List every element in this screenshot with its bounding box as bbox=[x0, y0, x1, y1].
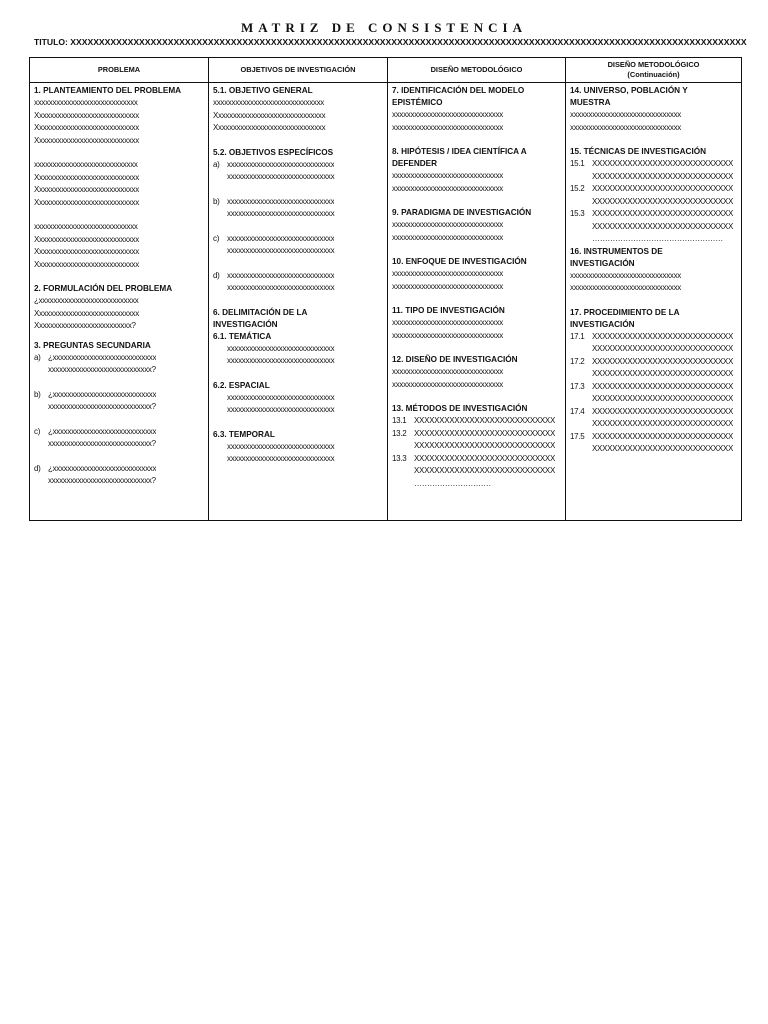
item-label: 13.3 bbox=[392, 453, 407, 463]
question-item bbox=[34, 352, 205, 365]
technique-item bbox=[570, 208, 738, 221]
section-title-tecnicas: 15. TÉCNICAS DE INVESTIGACIÓN bbox=[570, 147, 707, 156]
item-text: xxxxxxxxxxxxxxxxxxxxxxxxxxxxx bbox=[227, 159, 335, 169]
section-title-hipotesis: 8. HIPÓTESIS / IDEA CIENTÍFICA A bbox=[392, 147, 527, 156]
objective-item bbox=[213, 159, 384, 172]
item-label: 17.5 bbox=[570, 431, 585, 441]
item-text: ¿xxxxxxxxxxxxxxxxxxxxxxxxxxxx bbox=[48, 352, 157, 362]
method-item bbox=[392, 453, 562, 466]
section-title-espacial: 6.2. ESPACIAL bbox=[213, 380, 270, 390]
section-title-enfoque: 10. ENFOQUE DE INVESTIGACIÓN bbox=[392, 257, 527, 266]
text-line: xxxxxxxxxxxxxxxxxxxxxxxxxxxxxx bbox=[392, 379, 504, 389]
section-title-preguntas: 3. PREGUNTAS SECUNDARIA bbox=[34, 340, 151, 350]
section-title-instrumentos: 16. INSTRUMENTOS DE bbox=[570, 246, 663, 256]
item-continuation: XXXXXXXXXXXXXXXXXXXXXXXXXXXX bbox=[592, 171, 734, 181]
item-label: 17.3 bbox=[570, 381, 585, 391]
item-label: b) bbox=[34, 389, 41, 399]
item-text: XXXXXXXXXXXXXXXXXXXXXXXXXXXX bbox=[592, 159, 734, 168]
section-title-universo-cont: MUESTRA bbox=[570, 98, 611, 107]
section-title-modelo-epistemico: 7. IDENTIFICACIÓN DEL MODELO bbox=[392, 86, 525, 95]
item-continuation: xxxxxxxxxxxxxxxxxxxxxxxxxxxx? bbox=[48, 365, 156, 374]
column-problema bbox=[30, 58, 208, 520]
column-header-diseno bbox=[388, 58, 565, 83]
item-text: XXXXXXXXXXXXXXXXXXXXXXXXXXXX bbox=[592, 356, 734, 366]
item-text: ¿xxxxxxxxxxxxxxxxxxxxxxxxxxxx bbox=[48, 463, 157, 473]
column-header-label: OBJETIVOS DE INVESTIGACIÓN bbox=[240, 65, 356, 74]
ellipsis-line: ………………………… bbox=[414, 478, 492, 488]
text-line: xxxxxxxxxxxxxxxxxxxxxxxxxxxxxx bbox=[392, 110, 504, 119]
text-line: xxxxxxxxxxxxxxxxxxxxxxxxxxxx bbox=[34, 222, 138, 231]
section-title-universo: 14. UNIVERSO, POBLACIÓN Y bbox=[570, 86, 688, 95]
item-label: 17.2 bbox=[570, 356, 585, 366]
column-header-label: DISEÑO METODOLÓGICO bbox=[430, 65, 523, 74]
text-line: xxxxxxxxxxxxxxxxxxxxxxxxxxxxx bbox=[227, 392, 335, 402]
text-line: Xxxxxxxxxxxxxxxxxxxxxxxxxxxx bbox=[34, 247, 139, 256]
item-continuation: XXXXXXXXXXXXXXXXXXXXXXXXXXXX bbox=[592, 221, 734, 231]
text-line: Xxxxxxxxxxxxxxxxxxxxxxxxxxxx bbox=[34, 197, 139, 207]
text-line: xxxxxxxxxxxxxxxxxxxxxxxxxxxxxx bbox=[392, 269, 504, 278]
item-continuation: XXXXXXXXXXXXXXXXXXXXXXXXXXXX bbox=[592, 196, 734, 206]
column-body-diseno bbox=[388, 83, 565, 490]
section-title-metodos: 13. MÉTODOS DE INVESTIGACIÓN bbox=[392, 404, 528, 413]
item-continuation: xxxxxxxxxxxxxxxxxxxxxxxxxxxxx bbox=[227, 172, 335, 181]
section-title-delimitacion-cont: INVESTIGACIÓN bbox=[213, 319, 278, 329]
section-title-formulacion: 2. FORMULACIÓN DEL PROBLEMA bbox=[34, 284, 173, 293]
section-title-paradigma: 9. PARADIGMA DE INVESTIGACIÓN bbox=[392, 208, 532, 217]
section-title-temporal: 6.3. TEMPORAL bbox=[213, 429, 275, 439]
section-title-modelo-epistemico-cont: EPISTÉMICO bbox=[392, 98, 443, 107]
text-line: Xxxxxxxxxxxxxxxxxxxxxxxxxxxx bbox=[34, 308, 139, 318]
objective-item bbox=[213, 196, 384, 209]
section-title-objetivo-general: 5.1. OBJETIVO GENERAL bbox=[213, 86, 313, 95]
text-line: xxxxxxxxxxxxxxxxxxxxxxxxxxxxxx bbox=[392, 171, 504, 180]
text-line: Xxxxxxxxxxxxxxxxxxxxxxxxxxxx bbox=[34, 259, 139, 269]
text-line: Xxxxxxxxxxxxxxxxxxxxxxxxxxxxxx bbox=[213, 110, 326, 120]
column-header-problema bbox=[30, 58, 208, 83]
text-line: ¿xxxxxxxxxxxxxxxxxxxxxxxxxxx bbox=[34, 296, 139, 305]
item-label: 13.2 bbox=[392, 428, 407, 438]
text-line: xxxxxxxxxxxxxxxxxxxxxxxxxxxxxx bbox=[392, 318, 504, 327]
text-line: xxxxxxxxxxxxxxxxxxxxxxxxxxxxx bbox=[227, 343, 335, 353]
text-line: xxxxxxxxxxxxxxxxxxxxxxxxxxxxxx bbox=[570, 122, 682, 132]
item-label: 13.1 bbox=[392, 416, 407, 425]
text-line: Xxxxxxxxxxxxxxxxxxxxxxxxxxxx bbox=[34, 185, 139, 194]
item-label: a) bbox=[213, 159, 220, 169]
column-header-sublabel: (Continuación) bbox=[627, 70, 680, 79]
item-continuation: XXXXXXXXXXXXXXXXXXXXXXXXXXXX bbox=[592, 394, 734, 403]
text-line: xxxxxxxxxxxxxxxxxxxxxxxxxxxxx bbox=[227, 454, 335, 463]
item-label: d) bbox=[213, 270, 220, 280]
page-title: MATRIZ DE CONSISTENCIA bbox=[240, 20, 527, 35]
section-title-instrumentos-cont: INVESTIGACIÓN bbox=[570, 258, 635, 268]
item-label: 15.2 bbox=[570, 184, 585, 193]
section-title-procedimiento: 17. PROCEDIMIENTO DE LA bbox=[570, 307, 680, 317]
procedure-item bbox=[570, 331, 738, 344]
section-title-delimitacion: 6. DELIMITACIÓN DE LA bbox=[213, 307, 308, 317]
text-line: xxxxxxxxxxxxxxxxxxxxxxxxxxxxxx bbox=[213, 98, 325, 107]
text-line: xxxxxxxxxxxxxxxxxxxxxxxxxxxxxx bbox=[392, 183, 504, 193]
text-line: xxxxxxxxxxxxxxxxxxxxxxxxxxxxxx bbox=[570, 110, 682, 119]
item-label: 17.1 bbox=[570, 331, 585, 341]
item-text: XXXXXXXXXXXXXXXXXXXXXXXXXXXX bbox=[592, 209, 734, 218]
column-body-problema bbox=[30, 83, 208, 488]
item-continuation: xxxxxxxxxxxxxxxxxxxxxxxxxxxxx bbox=[227, 283, 335, 292]
column-header-objetivos bbox=[209, 58, 387, 83]
method-item bbox=[392, 428, 562, 441]
procedure-item bbox=[570, 356, 738, 369]
procedure-item bbox=[570, 431, 738, 444]
item-label: d) bbox=[34, 463, 41, 473]
item-label: c) bbox=[213, 233, 220, 243]
item-text: XXXXXXXXXXXXXXXXXXXXXXXXXXXX bbox=[592, 184, 734, 193]
text-line: xxxxxxxxxxxxxxxxxxxxxxxxxxxxx bbox=[227, 356, 335, 365]
item-continuation: XXXXXXXXXXXXXXXXXXXXXXXXXXXX bbox=[592, 444, 734, 453]
column-objetivos bbox=[208, 58, 387, 520]
item-label: b) bbox=[213, 196, 220, 206]
column-diseno-metodologico bbox=[387, 58, 565, 520]
text-line: Xxxxxxxxxxxxxxxxxxxxxxxxxxxxxx bbox=[213, 123, 326, 132]
column-header-continuacion bbox=[566, 58, 741, 83]
text-line: Xxxxxxxxxxxxxxxxxxxxxxxxxxxx bbox=[34, 172, 139, 182]
text-line: Xxxxxxxxxxxxxxxxxxxxxxxxxxxx bbox=[34, 123, 139, 132]
text-line: xxxxxxxxxxxxxxxxxxxxxxxxxxxx bbox=[34, 98, 138, 107]
text-line: xxxxxxxxxxxxxxxxxxxxxxxxxxxxxx bbox=[570, 283, 682, 292]
section-title-procedimiento-cont: INVESTIGACIÓN bbox=[570, 319, 635, 329]
text-line: xxxxxxxxxxxxxxxxxxxxxxxxxxxxxx bbox=[392, 281, 504, 291]
document-titulo: TITULO: XXXXXXXXXXXXXXXXXXXXXXXXXXXXXXXXXXXXXXXXXXXXXXXXXXXXXXXXXXXXXXXXXXXXXXXXXXXXXXXXXXXXXXXXXXXXXXXXXXXXXXXXXXXXXXXXXXXXXX bbox=[34, 37, 747, 47]
item-continuation: xxxxxxxxxxxxxxxxxxxxxxxxxxxxx bbox=[227, 246, 335, 255]
text-line: xxxxxxxxxxxxxxxxxxxxxxxxxxxxxx bbox=[392, 220, 504, 229]
item-text: XXXXXXXXXXXXXXXXXXXXXXXXXXXX bbox=[592, 381, 734, 391]
technique-item bbox=[570, 183, 738, 196]
item-label: 15.1 bbox=[570, 159, 585, 168]
text-line: xxxxxxxxxxxxxxxxxxxxxxxxxxxxxx bbox=[570, 270, 682, 280]
text-line: xxxxxxxxxxxxxxxxxxxxxxxxxxxxxx bbox=[392, 330, 504, 340]
column-header-label: DISEÑO METODOLÓGICO bbox=[607, 60, 700, 69]
method-item bbox=[392, 415, 562, 428]
text-line: Xxxxxxxxxxxxxxxxxxxxxxxxxxxx bbox=[34, 110, 139, 120]
item-continuation: xxxxxxxxxxxxxxxxxxxxxxxxxxxxx bbox=[227, 209, 335, 218]
consistency-matrix bbox=[29, 57, 742, 521]
item-label: 15.3 bbox=[570, 209, 585, 218]
ellipsis-line: …………………………………………… bbox=[592, 234, 723, 243]
item-text: ¿xxxxxxxxxxxxxxxxxxxxxxxxxxxx bbox=[48, 426, 157, 436]
section-title-hipotesis-cont: DEFENDER bbox=[392, 159, 438, 168]
section-title-tipo: 11. TIPO DE INVESTIGACIÓN bbox=[392, 306, 505, 315]
item-continuation: XXXXXXXXXXXXXXXXXXXXXXXXXXXX bbox=[414, 441, 556, 450]
section-title-tematica: 6.1. TEMÁTICA bbox=[213, 331, 272, 341]
text-line: xxxxxxxxxxxxxxxxxxxxxxxxxxxxxx bbox=[392, 122, 504, 132]
procedure-item bbox=[570, 406, 738, 419]
section-title-objetivos-especificos: 5.2. OBJETIVOS ESPECÍFICOS bbox=[213, 147, 334, 157]
text-line: Xxxxxxxxxxxxxxxxxxxxxxxxxx? bbox=[34, 321, 136, 330]
item-continuation: xxxxxxxxxxxxxxxxxxxxxxxxxxxx? bbox=[48, 402, 156, 411]
procedure-item bbox=[570, 381, 738, 394]
objective-item bbox=[213, 270, 384, 283]
item-continuation: XXXXXXXXXXXXXXXXXXXXXXXXXXXX bbox=[592, 419, 734, 428]
item-text: XXXXXXXXXXXXXXXXXXXXXXXXXXXX bbox=[414, 453, 556, 463]
item-continuation: XXXXXXXXXXXXXXXXXXXXXXXXXXXX bbox=[592, 344, 734, 353]
text-line: xxxxxxxxxxxxxxxxxxxxxxxxxxxx bbox=[34, 160, 138, 169]
item-text: XXXXXXXXXXXXXXXXXXXXXXXXXXXX bbox=[592, 406, 734, 416]
item-label: a) bbox=[34, 352, 41, 362]
text-line: xxxxxxxxxxxxxxxxxxxxxxxxxxxxx bbox=[227, 441, 335, 451]
text-line: xxxxxxxxxxxxxxxxxxxxxxxxxxxxxx bbox=[392, 367, 504, 376]
item-text: xxxxxxxxxxxxxxxxxxxxxxxxxxxxx bbox=[227, 270, 335, 280]
column-body-continuacion bbox=[566, 83, 741, 456]
column-body-objetivos bbox=[209, 83, 387, 466]
question-item bbox=[34, 389, 205, 402]
column-diseno-continuacion bbox=[565, 58, 741, 520]
item-text: XXXXXXXXXXXXXXXXXXXXXXXXXXXX bbox=[592, 431, 734, 441]
text-line: Xxxxxxxxxxxxxxxxxxxxxxxxxxxx bbox=[34, 135, 139, 145]
item-continuation: xxxxxxxxxxxxxxxxxxxxxxxxxxxx? bbox=[48, 476, 156, 485]
question-item bbox=[34, 426, 205, 439]
objective-item bbox=[213, 233, 384, 246]
text-line: xxxxxxxxxxxxxxxxxxxxxxxxxxxxx bbox=[227, 405, 335, 414]
text-line: xxxxxxxxxxxxxxxxxxxxxxxxxxxxxx bbox=[392, 232, 504, 242]
technique-item bbox=[570, 158, 738, 171]
section-title-planteamiento: 1. PLANTEAMIENTO DEL PROBLEMA bbox=[34, 86, 182, 95]
item-continuation: XXXXXXXXXXXXXXXXXXXXXXXXXXXX bbox=[592, 369, 734, 378]
section-title-diseno-investigacion: 12. DISEÑO DE INVESTIGACIÓN bbox=[392, 355, 518, 364]
item-label: 17.4 bbox=[570, 406, 585, 416]
item-continuation: xxxxxxxxxxxxxxxxxxxxxxxxxxxx? bbox=[48, 439, 156, 448]
item-text: XXXXXXXXXXXXXXXXXXXXXXXXXXXX bbox=[592, 331, 734, 341]
item-text: xxxxxxxxxxxxxxxxxxxxxxxxxxxxx bbox=[227, 233, 335, 243]
item-text: XXXXXXXXXXXXXXXXXXXXXXXXXXXX bbox=[414, 428, 556, 438]
question-item bbox=[34, 463, 205, 476]
column-header-label: PROBLEMA bbox=[97, 65, 141, 74]
item-label: c) bbox=[34, 426, 41, 436]
item-continuation: XXXXXXXXXXXXXXXXXXXXXXXXXXXX bbox=[414, 466, 556, 475]
item-text: xxxxxxxxxxxxxxxxxxxxxxxxxxxxx bbox=[227, 196, 335, 206]
item-text: ¿xxxxxxxxxxxxxxxxxxxxxxxxxxxx bbox=[48, 389, 157, 399]
item-text: XXXXXXXXXXXXXXXXXXXXXXXXXXXX bbox=[414, 416, 556, 425]
text-line: Xxxxxxxxxxxxxxxxxxxxxxxxxxxx bbox=[34, 234, 139, 244]
